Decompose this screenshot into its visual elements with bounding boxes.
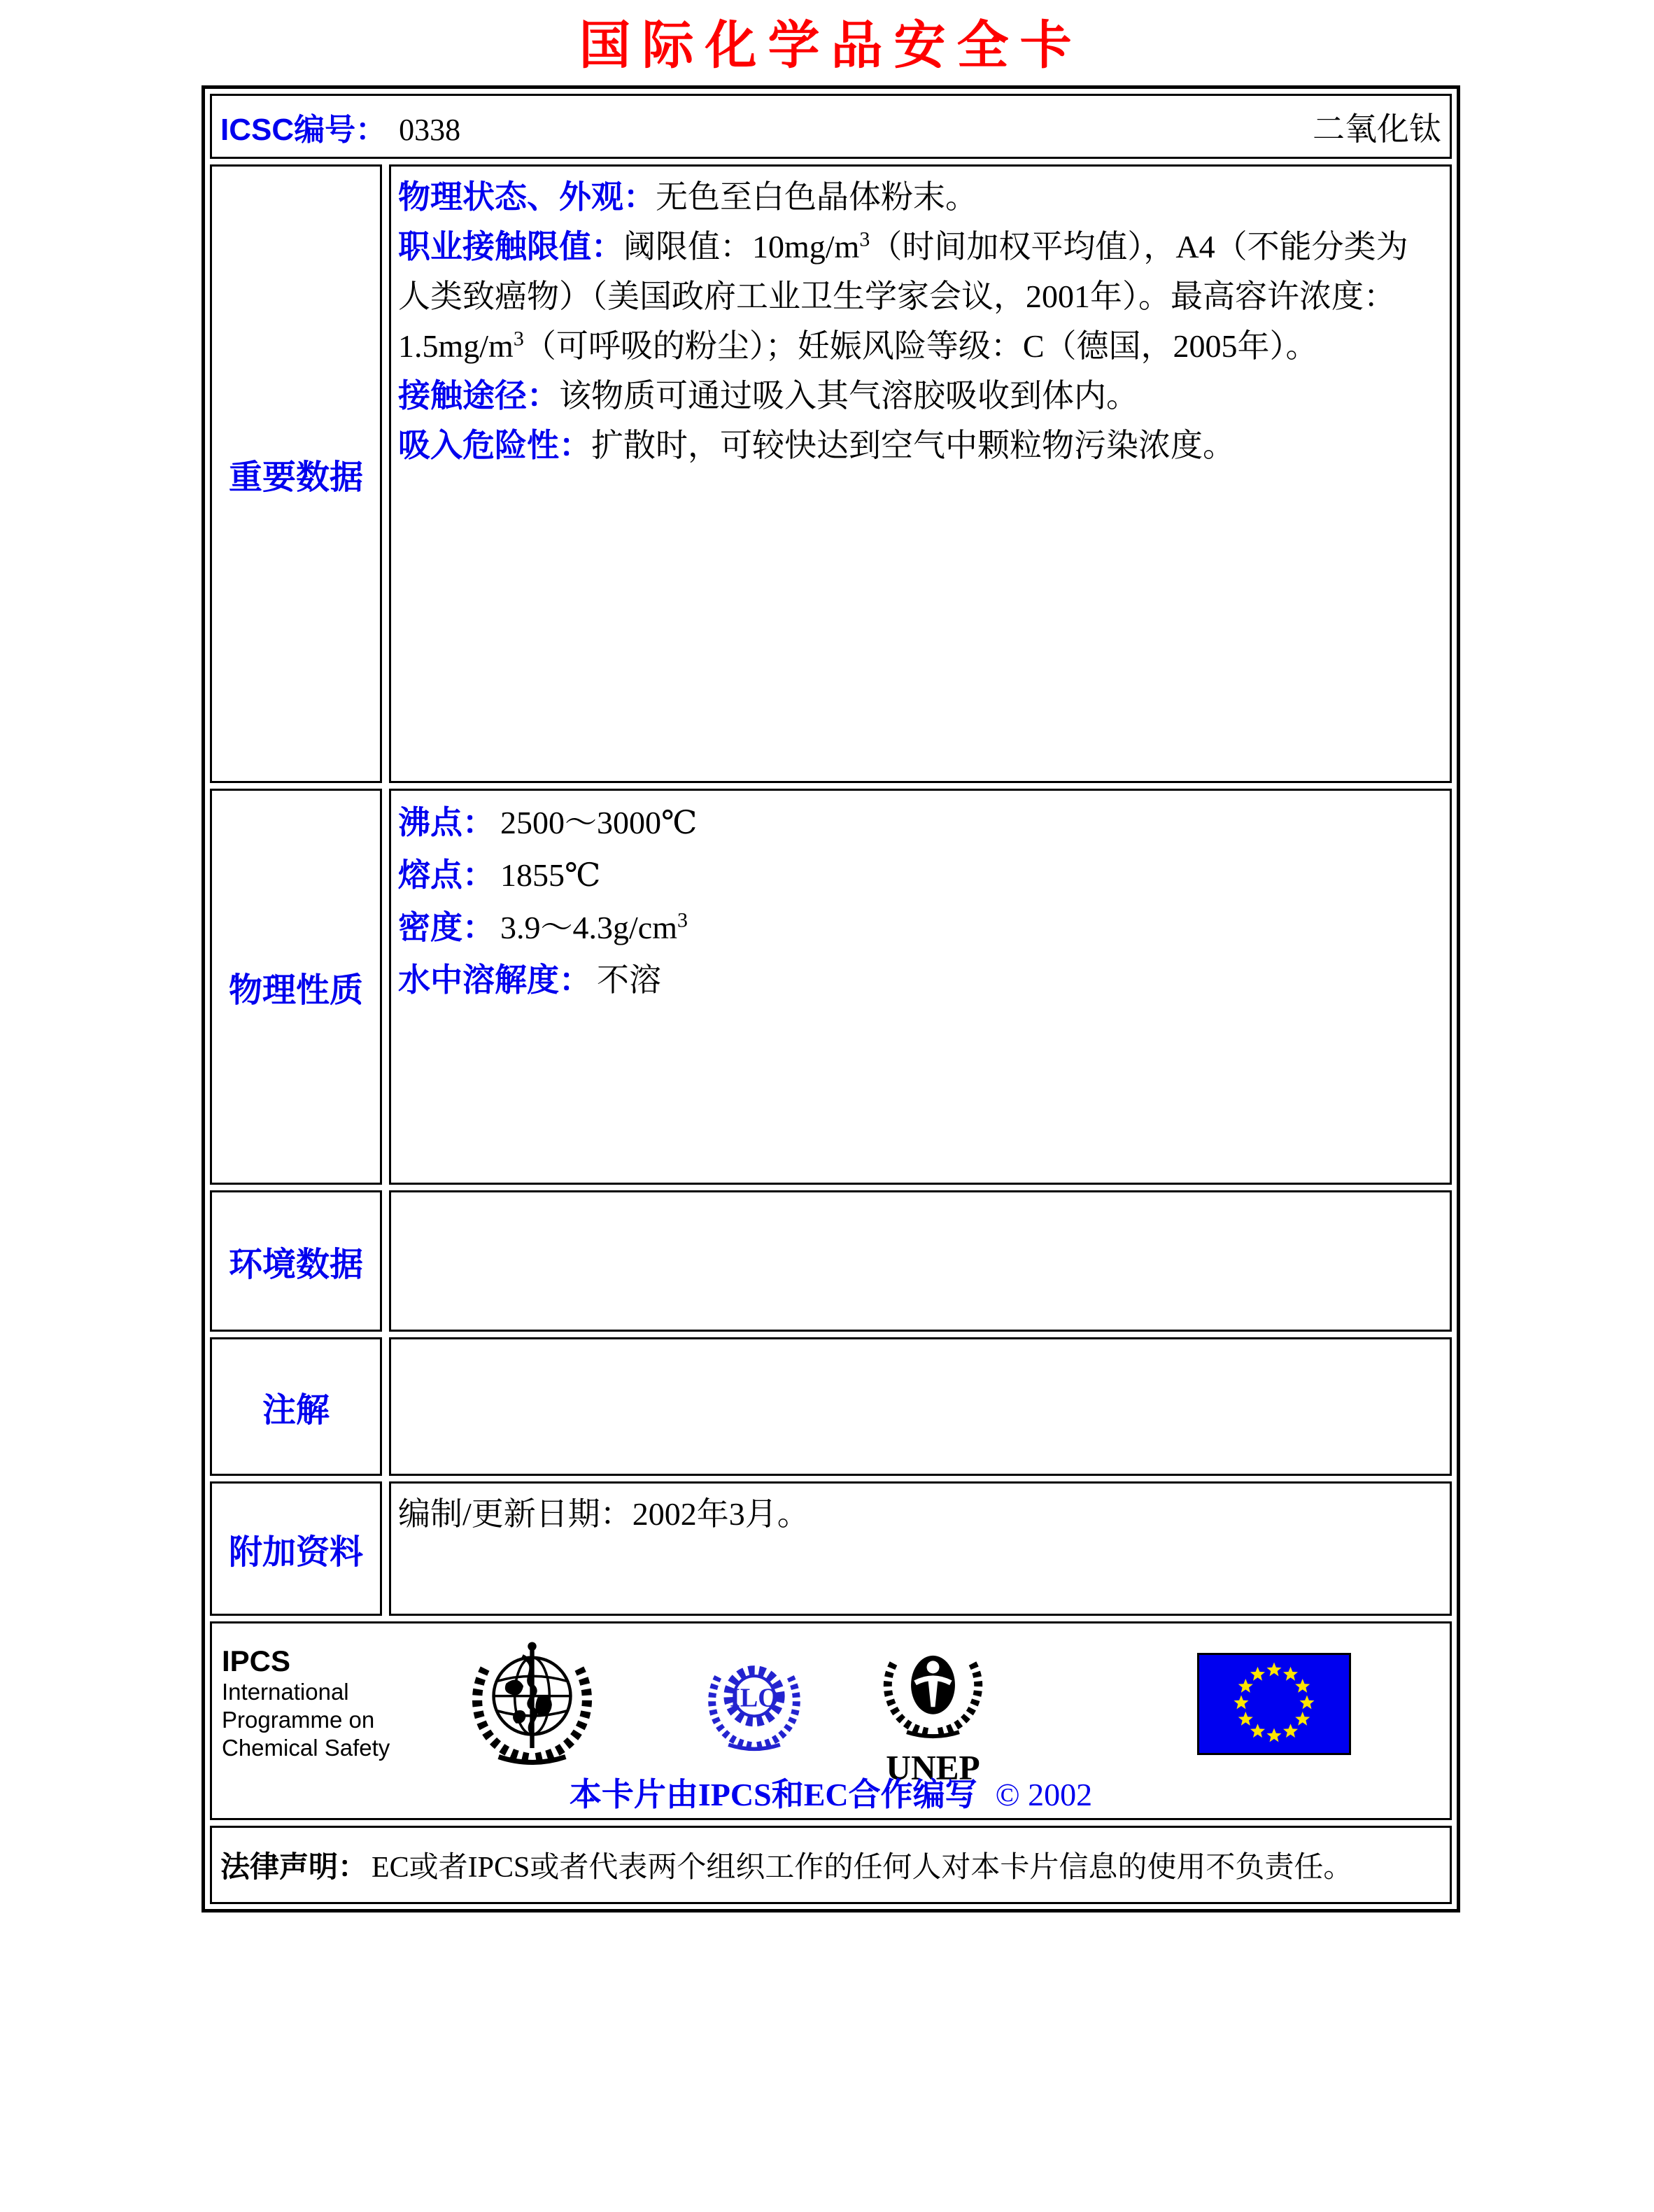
inhalation-risk-label: 吸入危险性： (398, 427, 591, 463)
legal-text: EC或者IPCS或者代表两个组织工作的任何人对本卡片信息的使用不负责任。 (372, 1852, 1353, 1884)
section-environmental-data (210, 1190, 1452, 1332)
notes-content (389, 1337, 1452, 1476)
icsc-number-value: 0338 (399, 112, 461, 147)
section-important-data (210, 164, 1452, 783)
section-label-environmental-data: 环境数据 (210, 1190, 382, 1332)
unep-logo-icon (875, 1635, 991, 1784)
section-physical-properties (210, 789, 1452, 1185)
additional-info-content (389, 1481, 1452, 1616)
eu-flag-icon (1197, 1653, 1351, 1755)
caption-text: 本卡片由IPCS和EC合作编写 (569, 1777, 977, 1812)
svg-text:ILO: ILO (729, 1683, 779, 1713)
chemical-name: 二氧化钛 (1313, 111, 1441, 147)
ipcs-text-block: IPCS International Programme on Chemical Safety (222, 1644, 390, 1761)
section-label-notes: 注解 (210, 1337, 382, 1476)
unep-logo-text: UNEP (886, 1748, 980, 1784)
ilo-logo-icon (702, 1637, 807, 1772)
footer-caption (212, 1769, 1450, 1815)
environmental-data-content (389, 1190, 1452, 1332)
physical-state-label: 物理状态、外观： (398, 178, 656, 215)
exposure-routes-line (398, 371, 1440, 421)
physical-state-line (398, 172, 1440, 222)
ipcs-title: IPCS (222, 1644, 291, 1677)
section-label-additional-info: 附加资料 (210, 1481, 382, 1616)
density-line: 密度： $3.9\sim 4.3g/cm^3$ (398, 908, 688, 945)
occupational-limits-label: 职业接触限值： (398, 228, 623, 265)
page-title: 国际化学品安全卡 (579, 17, 1083, 75)
melting-point-line: 熔点： 1855℃ (398, 857, 601, 893)
copyright-text: © 2002 (995, 1777, 1093, 1812)
section-additional-info (210, 1481, 1452, 1616)
occupational-limits-line: 职业接触限值：阈限值：$10mg/m^3$（时间加权平均值），A4（不能分类为人类致癌物）（美国政府工业卫生学家会议，2001年）。最高容许浓度：$1.5mg/m^3$（可呼吸的粉尘）；妊娠风险等级：C（德国，2005年）。 (398, 227, 1408, 364)
important-data-content (389, 164, 1452, 783)
inhalation-risk-line (398, 421, 1440, 470)
physical-properties-content (389, 789, 1452, 1185)
icsc-number-group (220, 104, 460, 149)
section-label-physical-properties: 物理性质 (210, 789, 382, 1185)
exposure-routes-label: 接触途径： (398, 377, 559, 414)
exposure-routes-text: 该物质可通过吸入其气溶胶吸收到体内。 (559, 378, 1138, 414)
legal-label: 法律声明： (220, 1850, 368, 1883)
physical-state-text: 无色至白色晶体粉末。 (656, 179, 977, 215)
header-row (210, 94, 1452, 159)
legal-row (210, 1826, 1452, 1904)
water-solubility-line: 水中溶解度： 不溶 (398, 961, 661, 998)
icsc-card (202, 85, 1460, 1912)
inhalation-risk-text: 扩散时，可较快达到空气中颗粒物污染浓度。 (591, 428, 1235, 463)
update-date-line: 编制/更新日期：2002年3月。 (398, 1496, 810, 1532)
logos-row (210, 1621, 1452, 1820)
section-notes (210, 1337, 1452, 1476)
boiling-point-line: 沸点： 2500～3000℃ (398, 804, 698, 840)
icsc-number-label: ICSC编号： (220, 112, 387, 147)
section-label-important-data: 重要数据 (210, 164, 382, 783)
who-logo-icon (464, 1635, 600, 1775)
